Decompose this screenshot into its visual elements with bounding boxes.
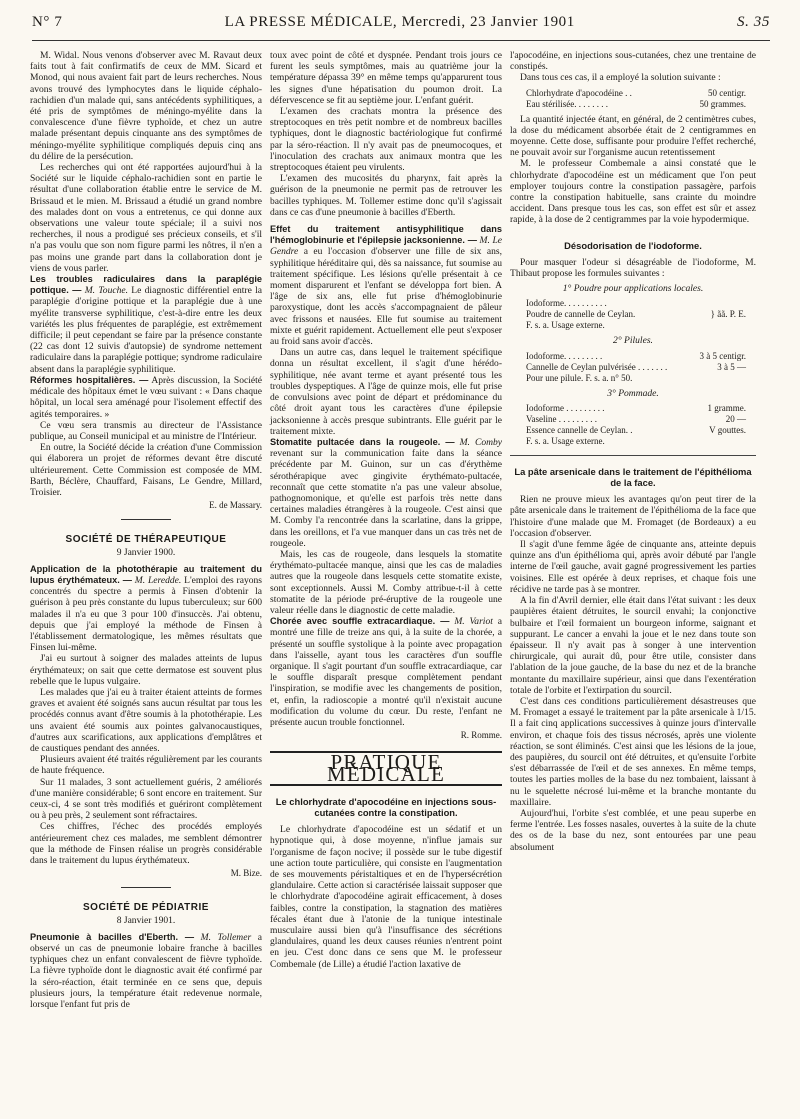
paragraph: Les recherches qui ont été rapportées aujourd'hui à la Société sur le liquide céphalo-rachidien sont en partie le résultat d'une collaboration établie entre le service de M. Brissaud et le mien. M. Brissaud a étudié un grand nombre des malades dont on vous a entretenus, ce qui donne aux observations une valeur toute spéciale; il a suivi nos recherches, il nous a prodigué ses précieux conseils, et s'il n'a pas voulu que son nom figure parmi les nôtres, il n'en a pas moins une grande part dans la collaboration dont je viens de vous parler. <box>30 162 262 274</box>
article-heading: La pâte arsenicale dans le traitement de l'épithélioma de la face. <box>514 465 752 489</box>
paragraph: L'examen des crachats montra la présence des streptocoques en très petit nombre et de nombreux bacilles typhiques, dont le diagnostic bactériologique fut confirmé par la séro-réaction. Il n'y avait pas de pneumocoques, et l'inoculation des crachats aux animaux montra que les streptocoques étaient peu virulents. <box>270 106 502 174</box>
paragraph: L'examen des mucosités du pharynx, fait après la guérison de la pneumonie ne permit pas de retrouver les bacilles typhiques. M. Tollemer estime donc qu'il s'agissait dans ce cas d'une pneumonie à bacilles d'Eberth. <box>270 173 502 218</box>
formula-subtitle: 3° Pommade. <box>607 387 659 399</box>
section-heading: Stomatite pultacée dans la rougeole. — <box>270 436 455 447</box>
formula-note: F. s. a. Usage externe. <box>526 435 605 446</box>
section-effet <box>270 224 502 347</box>
author: M. Variot <box>454 616 493 628</box>
section-heading: Application de la photothérapie au traitement du lupus érythémateux. — <box>30 563 262 585</box>
author: M. Leredde. <box>134 574 182 586</box>
paragraph: Pour masquer l'odeur si désagréable de l'iodoforme, M. Thibaut propose les formules suivantes : <box>510 256 756 280</box>
section-photo <box>30 564 262 654</box>
paragraph: C'est dans ces conditions particulièrement désastreuses que M. Fromaget a essayé le traitement par la pâte arsenicale à 1/15. Il a fait cinq applications successives à quinze jours d'intervalle environ, et chaque fois des tissus nécrosés, après une violente réaction, se sont éliminés. C'est ainsi que les lésions de la joue, des paupières, du sourcil ont été détruites, et qu'ensuite l'orbite s'est débarrassée de l'œil et de ses annexes. En même temps, toutes les parties molles de la base du nez tombaient, laissant à nu le squelette nécrosé lui-même et la branche montante du maxillaire. <box>510 695 756 808</box>
formula-ingredient: Chlorhydrate d'apocodéine . . <box>526 87 632 98</box>
formula <box>526 298 756 331</box>
column-1 <box>30 50 262 1010</box>
signature: E. de Massary. <box>209 500 262 511</box>
formula <box>526 88 756 110</box>
issue-number: N° 7 <box>32 14 63 30</box>
formula-dose: 50 centigr. <box>708 87 746 98</box>
formula-ingredient: Iodoforme. . . . . . . . . . <box>526 298 607 309</box>
formula-ingredient: Vaseline . . . . . . . . . <box>526 413 597 424</box>
author: M. Le Gendre <box>270 235 502 258</box>
section-choree <box>270 616 502 728</box>
formula-dose: } ãã. P. E. <box>710 309 746 320</box>
separator <box>510 455 756 456</box>
article-heading: Désodorisation de l'iodoforme. <box>564 239 702 251</box>
paragraph: toux avec point de côté et dyspnée. Pendant trois jours ce furent les seuls symptômes, mais au quatrième jour la température dépassa 39° en même temps qu'apparurent tous les signes d'une hépatisation du poumon droit. La défervescence se fit au septième jour. L'enfant guérit. <box>270 50 502 106</box>
section-title-pratique: PRATIQUE MÉDICALE <box>270 751 502 785</box>
formula-note: Pour une pilule. F. s. a. n° 50. <box>526 372 633 383</box>
formula-dose: V gouttes. <box>709 424 746 435</box>
signature: M. Bize. <box>230 868 262 879</box>
paragraph: M. Widal. Nous venons d'observer avec M. Ravaut deux faits tout à fait confirmatifs de ceux de MM. Sicard et Monod, qui nous avaient fait part de leurs recherches. Nous avons trouvé des lymphocytes dans le liquide céphalo-rachidien d'un malade qui, sans antécédents syphilitiques, a été pris de symptômes de méningo-myélite dans la convalescence d'une fièvre typhoïde, et chez un autre malade présentant depuis cinquante ans des symptômes de méningo-myélite syphilitique compliqués depuis cinq ans du délire de la persécution. <box>30 50 262 162</box>
society-date: 8 Janvier 1901. <box>116 914 176 926</box>
paragraph: l'apocodéine, en injections sous-cutanées, chez une trentaine de constipés. <box>510 50 756 73</box>
page-number: S. 35 <box>736 14 770 30</box>
paragraph: Après discussion, la Société médicale des hôpitaux émet le vœu suivant : « Dans chaque hôpital, un local sera aménagé pour l'isolement effectif des agités temporaires. » <box>30 374 262 420</box>
formula <box>526 351 756 384</box>
section-heading: Pneumonie à bacilles d'Eberth. — <box>30 931 195 942</box>
paragraph: Plusieurs avaient été traités régulièrement par les courants de haute fréquence. <box>30 754 262 777</box>
section-pneumo <box>30 932 262 1010</box>
paragraph: Aujourd'hui, l'orbite s'est comblée, et une peau superbe en ferme l'entrée. Les fosses nasales, ouvertes à la suite de la chute des os de la base du nez, sont entourées par une peau absolument <box>510 807 756 853</box>
formula-dose: 20 — <box>725 413 746 424</box>
paragraph: a montré une fille de treize ans qui, à la suite de la chorée, a présenté un souffle systolique à la pointe avec propagation dans l'aisselle, ayant tous les caractères d'un souffle organique. Il s'agit pourtant d'un souffle extracardiaque, car le souffle disparaît presque complètement pendant l'inspiration, se modifie avec les changements de position, et, enfin, la radioscopie a montré qu'il n'existait aucune modification du volume du cœur. Du reste, l'enfant ne présente aucun trouble fonctionnel. <box>270 616 502 728</box>
paragraph: En outre, la Société décide la création d'une Commission qui élaborera un projet de réformes devant être discuté ultérieurement. Cette Commission est composée de MM. Barth, Béclère, Chauffard, Faisans, Le Gendre, Millard, Troisier. <box>30 442 262 498</box>
paragraph: Le chlorhydrate d'apocodéine est un sédatif et un hypnotique qui, à dose moyenne, n'influe jamais sur l'organisme de façon nocive; il possède sur le tube digestif une action toute particulière, qui consiste en l'augmentation de ses mouvements péristaltiques et en de l'hypersécrétion glandulaire. Cette action si caractérisée laissait supposer que le chlorhydrate d'apocodéine agirait efficacement, à doses faibles, contre la constipation, la stagnation des matières fécales étant due à l'atonie de la tunique intestinale musculaire aussi bien qu'à l'insuffisance des sécrétions glandulaires, quand les deux causes réunies n'entrent point en jeu. C'est donc dans ce sens que M. le professeur Combemale (de Lille) a étudié l'action laxative de <box>270 824 502 970</box>
paragraph: Dans un autre cas, dans lequel le traitement spécifique donna un résultat excellent, il s'agit d'une hérédo-syphilitique, née avant terme et ayant présenté tous les troubles dyspeptiques. A l'âge de quinze mois, elle fut prise de convulsions avec point de départ et prédominance du côté droit ayant tous les caractères d'une épilepsie jacksonienne à accès presque subintrants. Elle guérit par le traitement mixte. <box>270 347 502 437</box>
formula-ingredient: Iodoforme . . . . . . . . . <box>526 402 605 413</box>
formula-note: F. s. a. Usage externe. <box>526 320 605 331</box>
author: M. Tollemer <box>200 931 252 943</box>
signature: R. Romme. <box>460 730 502 741</box>
paragraph: Dans tous ces cas, il a employé la solution suivante : <box>520 72 721 84</box>
section-heading: Chorée avec souffle extracardiaque. — <box>270 616 450 627</box>
formula-dose: 1 gramme. <box>707 402 746 413</box>
society-date: 9 Janvier 1900. <box>116 546 176 558</box>
formula <box>526 403 756 447</box>
formula-ingredient: Cannelle de Ceylan pulvérisée . . . . . . . <box>526 361 668 372</box>
section-troubles <box>30 274 262 375</box>
formula-subtitle: 2° Pilules. <box>613 335 653 347</box>
article-heading: Le chlorhydrate d'apocodéine en injections sous-cutanées contre la constipation. <box>275 795 497 818</box>
separator <box>121 519 171 520</box>
paragraph: Ces chiffres, l'échec des procédés employés antérieurement chez ces malades, me semblent démontrer que la méthode de Finsen réalise un progrès considérable dans le traitement du lupus érythémateux. <box>30 821 262 867</box>
column-3 <box>510 50 756 853</box>
formula-ingredient: Eau stérilisée. . . . . . . . <box>526 98 608 109</box>
section-heading: Effet du traitement antisyphilitique dans l'hémoglobinurie et l'épilepsie jacksonienne. — <box>270 224 502 246</box>
author: M. Comby <box>459 436 502 448</box>
formula-subtitle: 1° Poudre pour applications locales. <box>562 283 704 295</box>
formula-dose: 3 à 5 — <box>717 361 746 372</box>
paragraph: J'ai eu surtout à soigner des malades atteints de lupus érythémateux; on sait que cette dermatose est souvent plus rebelle que le lupus vulgaire. <box>30 653 262 687</box>
paragraph: Sur 11 malades, 3 sont actuellement guéris, 2 améliorés d'une manière considérable; 6 sont encore en traitement. Sur ceux-ci, 4 se sont très modifiés et guériront complètement ou à peu près, 2 seulement sont réfractaires. <box>30 776 262 822</box>
paragraph: Mais, les cas de rougeole, dans lesquels la stomatite érythémato-pultacée manque, ainsi que les cas de maladies autres que la rougeole dans lesquels cette stomatite existe, sont exceptionnels. Aussi M. Comby attribue-t-il à cette stomatite de la période pré-éruptive de la rougeole une valeur réelle dans le diagnostic de cette maladie. <box>270 548 502 616</box>
formula-ingredient: Essence cannelle de Ceylan. . <box>526 424 633 435</box>
paragraph: Ce vœu sera transmis au directeur de l'Assistance publique, au Conseil municipal et au ministre de l'Intérieur. <box>30 419 262 442</box>
section-stomatite <box>270 437 502 549</box>
paragraph: La quantité injectée étant, en général, de 2 centimètres cubes, la dose du médicament absorbée était de 2 centigrammes en moyenne. Cette dose, suffisante pour produire l'effet recherché, ne pouvait avoir sur l'organisme aucun retentissement <box>510 113 756 159</box>
header-rule <box>32 40 770 41</box>
section-heading: Réformes hospitalières. — <box>30 374 149 385</box>
section-heading: Les troubles radiculaires dans la paraplégie pottique. — <box>30 274 262 296</box>
society-heading: SOCIÉTÉ DE PÉDIATRIE <box>83 902 209 914</box>
paragraph: a eu l'occasion d'observer une fille de six ans, syphilitique héréditaire qui, dès sa naissance, fut soumise au traitement spécifique. Les lésions qu'elle présentait à ce moment disparurent et l'enfant se développa fort bien. A l'âge de six ans, elle fut prise d'hémoglobinurie paroxystique, dont les accès s'accompagnaient de pâleur avec frissons et nausées. Elle fut soumise au traitement mixte et guérit rapidement. Actuellement elle peut s'exposer au froid sans avoir d'accès. <box>270 246 502 348</box>
paragraph: a observé un cas de pneumonie lobaire franche à bacilles typhiques chez un enfant convalescent de fièvre typhoïde. La fièvre typhoïde dont le diagnostic avait été confirmé par la séro-réaction, était terminée en ce sens que, depuis plusieurs jours, la température était redevenue normale, lorsque l'enfant fut pris de <box>30 931 263 1011</box>
formula-dose: 50 grammes. <box>699 98 746 109</box>
page-header <box>32 14 770 36</box>
paragraph: L'emploi des rayons concentrés du spectre a permis à Finsen d'obtenir la guérison à peu près constante du lupus tuberculeux; sur 600 malades il n'a eu que 3 pour 100 d'insuccès. J'ai obtenu, depuis que j'ai employé la méthode de Finsen à l'établissement dermatologique, les mêmes résultats que Finsen lui-même. <box>30 574 262 654</box>
formula-ingredient: Poudre de cannelle de Ceylan. <box>526 309 636 320</box>
paragraph: Le diagnostic différentiel entre la paraplégie d'origine pottique et la paraplégie due à une myélite transverse syphilitique, c'est-à-dire entre les deux variétés les plus fréquentes de paraplégie, est extrêmement difficile; il peut cependant se faire par la présence constante (22 cas dont 12 suivis d'autopsie) de syndrome nettement radiculaire dans la paraplégie pottique; syndrome radiculaire absent dans la paraplégie syphilitique. <box>30 285 262 375</box>
journal-title: LA PRESSE MÉDICALE, Mercredi, 23 Janvier 1901 <box>224 14 575 30</box>
paragraph: revenant sur la communication faite dans la séance précédente par M. Guinon, sur un cas d'érythème sérothérapique avec gingivite érythémato-pultacée, reconnaît que cette stomatite n'a pas une valeur absolue, pathognomonique, et qu'elle est parfois très nette dans certaines maladies étrangères à la rougeole. C'est ainsi que M. Comby l'a rencontrée dans la scarlatine, dans la grippe, dans les oreillons, et l'a vue manquer dans un cas très net de rougeole. <box>270 448 502 549</box>
paragraph: Rien ne prouve mieux les avantages qu'on peut tirer de la pâte arsenicale dans le traitement de l'épithélioma de la face que l'histoire d'une malade que M. Fromaget (de Bordeaux) a eu l'occasion d'observer. <box>510 494 756 539</box>
section-reformes <box>30 375 262 420</box>
paragraph: A la fin d'Avril dernier, elle était dans l'état suivant : les deux paupières étaient détruites, le sourcil envahi; la conjonctive bulbaire et l'œil formaient un bourgeon informe, saignant et suppurant. Le cancer a envahi la joue et le nez dans toute son épaisseur. Il n'y avait pas à songer à une intervention chirurgicale, qui aurait dû, pour être utile, consister dans l'ablation de la joue gauche, de la base du nez et de la branche montante du maxillaire supérieur, ainsi que dans l'exentération totale de l'orbite et l'extirpation du sourcil. <box>510 595 756 696</box>
formula-dose: 3 à 5 centigr. <box>699 350 746 361</box>
column-2 <box>270 50 502 970</box>
separator <box>121 887 171 888</box>
paragraph: M. le professeur Combemale a ainsi constaté que le chlorhydrate d'apocodéine est un médicament que l'on peut employer toujours contre la constipation passagère, parfois contre la constipation habituelle, sans crainte du moindre accident. Dans presque tous les cas, son effet est sûr et assez rapide, à la dose de 2 centigrammes par la voie hypodermique. <box>510 158 756 226</box>
paragraph: Les malades que j'ai eu à traiter étaient atteints de formes graves et avaient été soignés sans aucun résultat par tous les procédés connus avant d'être soumis à la photothérapie. Les uns avaient été soumis aux pointes galvanocaustiques, d'autres aux scarifications, aux applications d'emplâtres et de caustiques pendant des années. <box>30 686 262 754</box>
paragraph: Il s'agit d'une femme âgée de cinquante ans, atteinte depuis quinze ans d'un épithélioma qui, après avoir débuté par l'angle interne de l'œil gauche, avait gagné progressivement les parties voisines. Elle est opérée à deux reprises, et chaque fois une récidive ne tarde pas à se montrer. <box>510 539 756 595</box>
society-heading: SOCIÉTÉ DE THÉRAPEUTIQUE <box>65 534 227 546</box>
formula-ingredient: Iodoforme. . . . . . . . . <box>526 350 603 361</box>
author: M. Touche. <box>84 285 128 297</box>
